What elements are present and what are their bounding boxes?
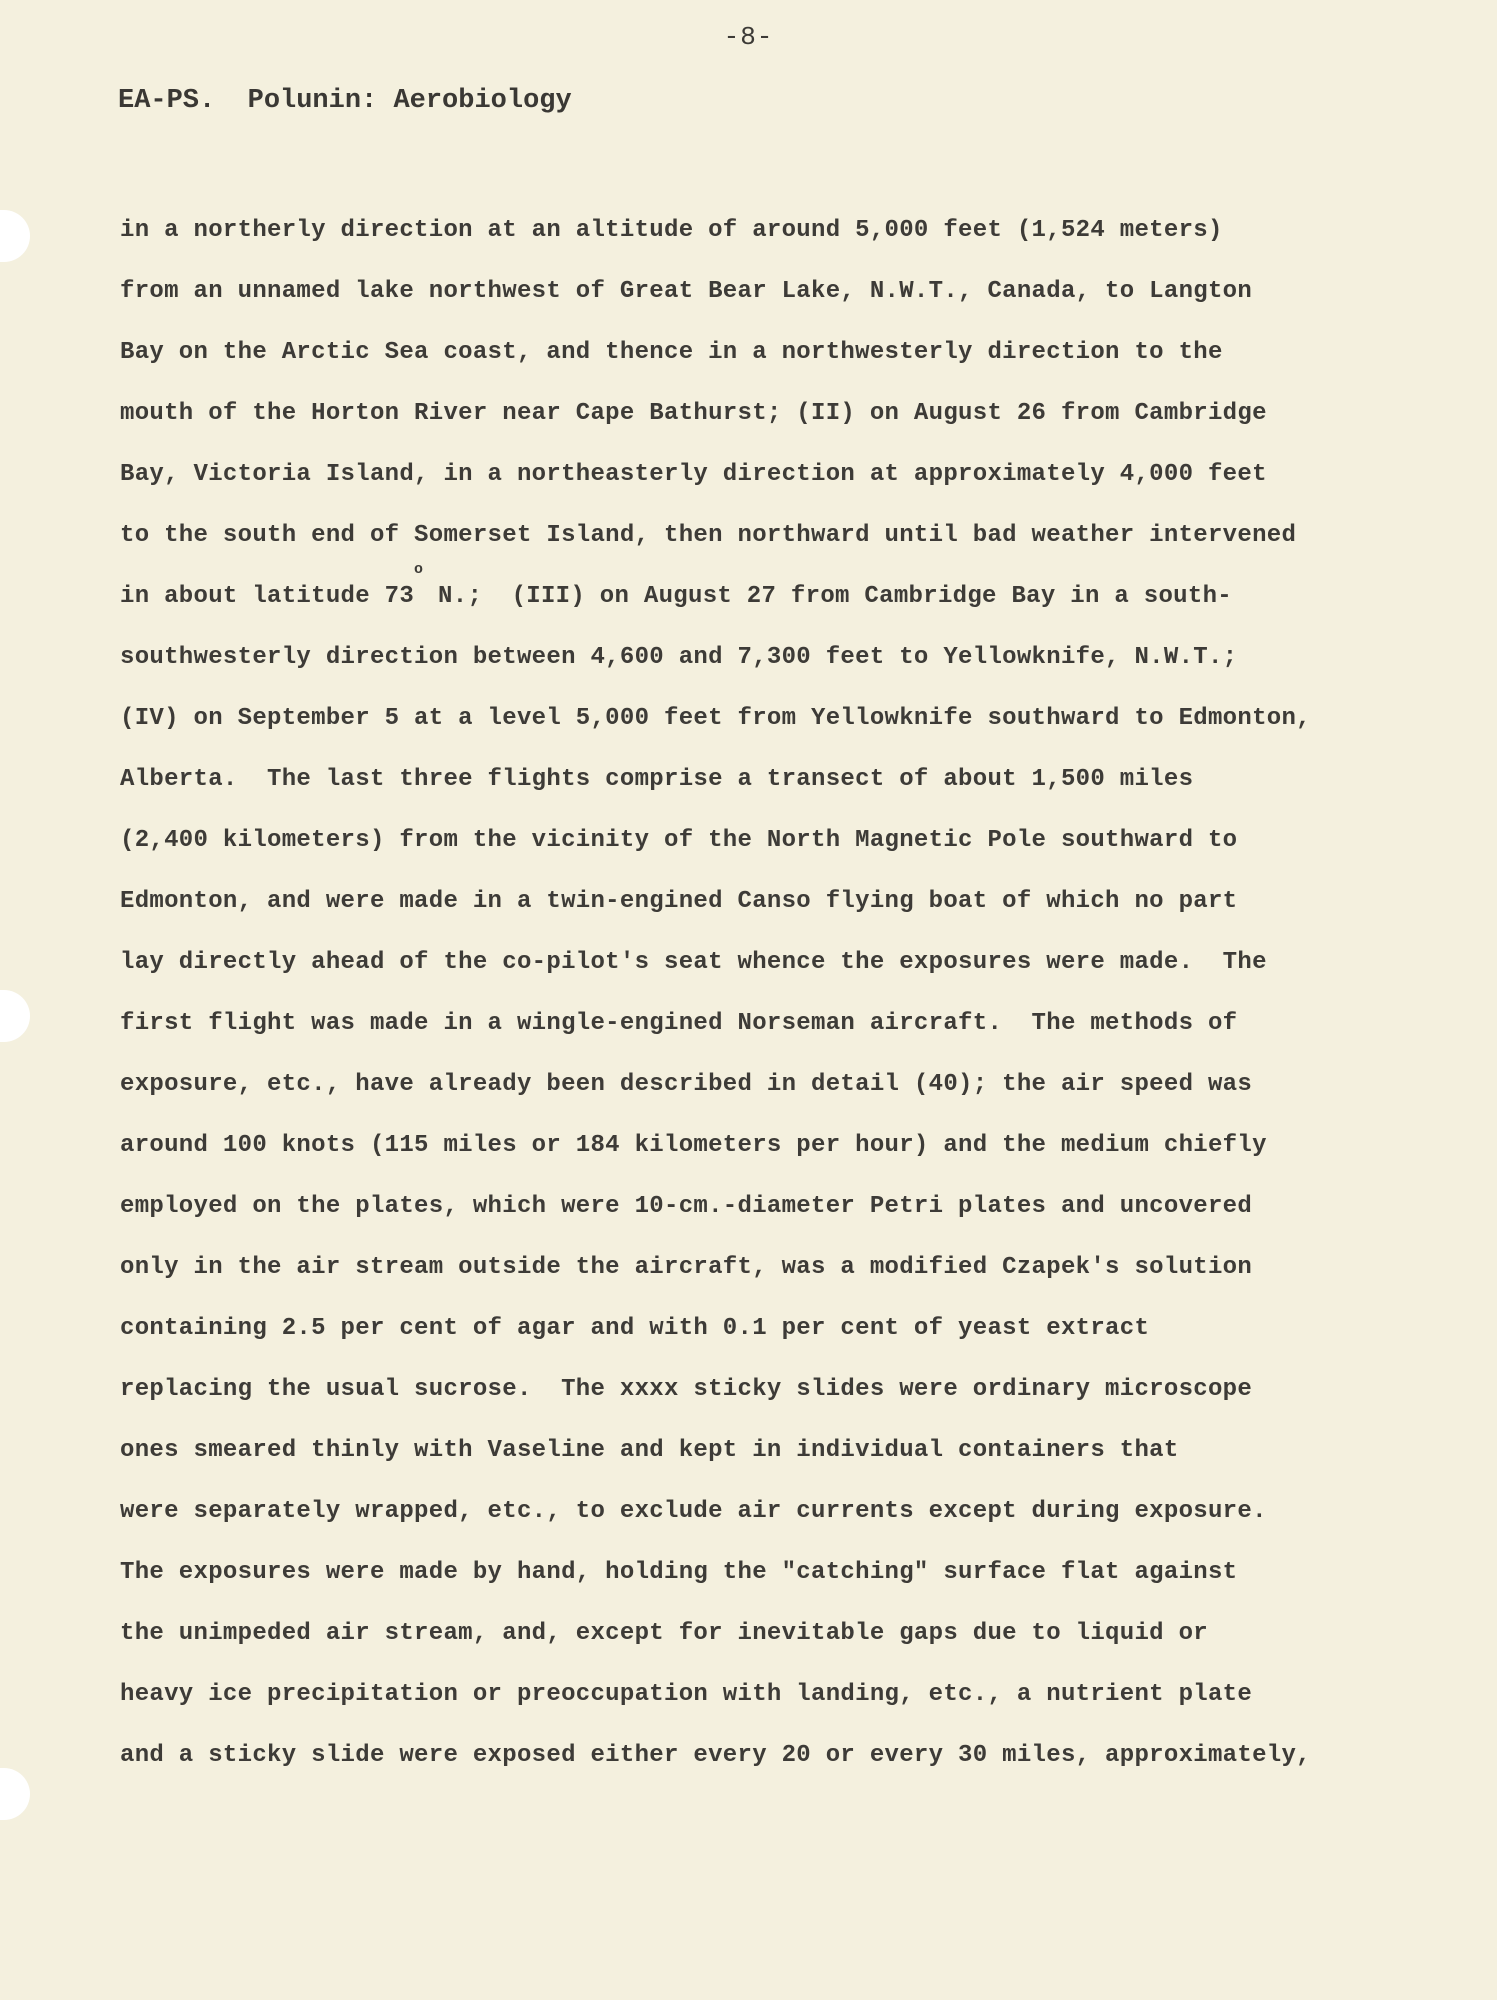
text-line [120, 561, 1360, 627]
text-line: replacing the usual sucrose. The xxxx sticky slides were ordinary microscope [120, 1376, 1253, 1403]
text-line: mouth of the Horton River near Cape Bathurst; (II) on August 26 from Cambridge [120, 400, 1267, 427]
text-line: from an unnamed lake northwest of Great Bear Lake, N.W.T., Canada, to Langton [120, 278, 1253, 305]
text-line: lay directly ahead of the co-pilot's seat whence the exposures were made. The [120, 949, 1267, 976]
text-line: containing 2.5 per cent of agar and with 0.1 per cent of yeast extract [120, 1315, 1150, 1342]
text-line: heavy ice precipitation or preoccupation with landing, etc., a nutrient plate [120, 1681, 1253, 1708]
text-line: in a northerly direction at an altitude of around 5,000 feet (1,524 meters) [120, 217, 1223, 244]
text-line: to the south end of Somerset Island, then northward until bad weather intervened [120, 522, 1297, 549]
text-line: ones smeared thinly with Vaseline and kept in individual containers that [120, 1437, 1179, 1464]
text-line: employed on the plates, which were 10-cm.-diameter Petri plates and uncovered [120, 1193, 1253, 1220]
text-segment: in about latitude 73 [120, 583, 415, 610]
text-line: and a sticky slide were exposed either every 20 or every 30 miles, approximately, [120, 1742, 1311, 1769]
degree-superscript: o [414, 561, 424, 578]
body-text [120, 200, 1360, 1786]
text-segment: N.; (III) on August 27 from Cambridge Bay in a south- [423, 583, 1232, 610]
text-line: exposure, etc., have already been described in detail (40); the air speed was [120, 1071, 1253, 1098]
text-line: Bay, Victoria Island, in a northeasterly direction at approximately 4,000 feet [120, 461, 1267, 488]
text-line: were separately wrapped, etc., to exclude air currents except during exposure. [120, 1498, 1267, 1525]
text-line: (IV) on September 5 at a level 5,000 feet from Yellowknife southward to Edmonton, [120, 705, 1311, 732]
text-line: first flight was made in a wingle-engined Norseman aircraft. The methods of [120, 1010, 1238, 1037]
punch-hole [0, 1768, 30, 1820]
text-line: Alberta. The last three flights comprise a transect of about 1,500 miles [120, 766, 1194, 793]
page-number: -8- [723, 22, 774, 52]
text-line: the unimpeded air stream, and, except for inevitable gaps due to liquid or [120, 1620, 1208, 1647]
text-line: (2,400 kilometers) from the vicinity of the North Magnetic Pole southward to [120, 827, 1238, 854]
text-line: Edmonton, and were made in a twin-engined Canso flying boat of which no part [120, 888, 1238, 915]
text-line: Bay on the Arctic Sea coast, and thence in a northwesterly direction to the [120, 339, 1223, 366]
text-line: The exposures were made by hand, holding the "catching" surface flat against [120, 1559, 1238, 1586]
punch-hole [0, 990, 30, 1042]
punch-hole [0, 210, 30, 262]
text-line: around 100 knots (115 miles or 184 kilometers per hour) and the medium chiefly [120, 1132, 1267, 1159]
running-head: EA-PS. Polunin: Aerobiology [118, 86, 572, 116]
text-line: only in the air stream outside the aircraft, was a modified Czapek's solution [120, 1254, 1253, 1281]
text-line: southwesterly direction between 4,600 and 7,300 feet to Yellowknife, N.W.T.; [120, 644, 1238, 671]
